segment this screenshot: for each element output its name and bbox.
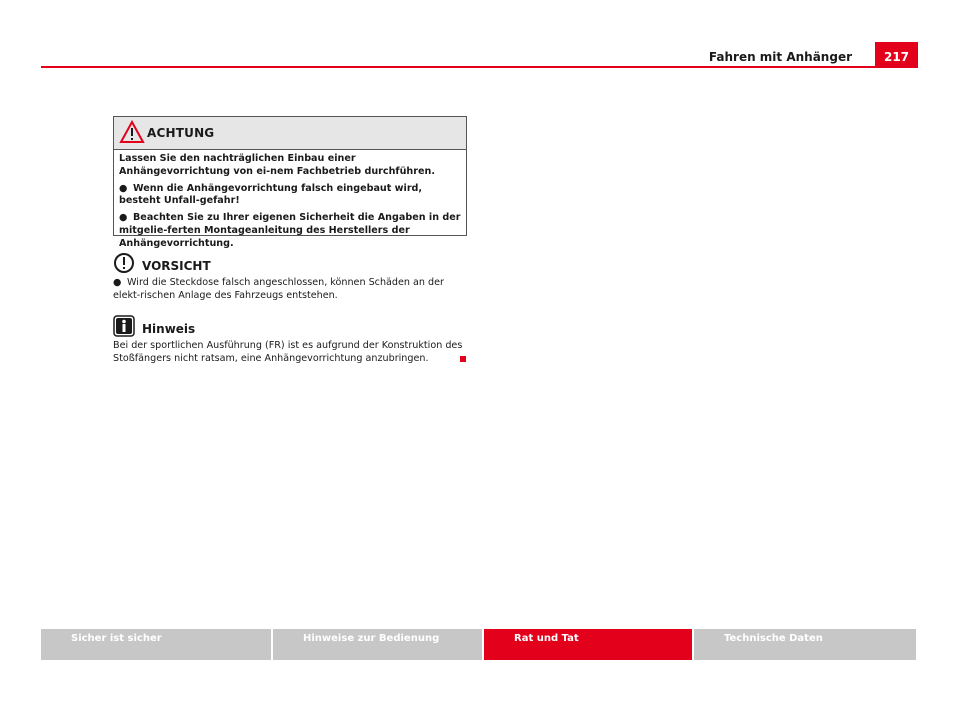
warning-paragraph: Lassen Sie den nachträglichen Einbau einer Anhängevorrichtung von ei-nem Fachbetrieb durchführen. [119,153,435,177]
warning-body [114,150,466,251]
warning-bullet-text: Wenn die Anhängevorrichtung falsch eingebaut wird, besteht Unfall-gefahr! [119,182,423,207]
bullet-marker: ● [113,277,122,288]
bullet-marker: ● [119,212,128,224]
warning-box [113,116,467,249]
info-note-icon [113,315,135,337]
caution-exclamation-icon [113,252,135,274]
warning-bullet-text: Beachten Sie zu Ihrer eigenen Sicherheit die Angaben in der mitgelie-ferten Montageanleitung des Herstellers der Anhängevorrichtung. [119,212,461,249]
footer-tab-technische-daten[interactable]: Technische Daten [694,629,916,660]
footer-tab-sicher-ist-sicher[interactable]: Sicher ist sicher [41,629,271,660]
note-text: Bei der sportlichen Ausführung (FR) ist es aufgrund der Konstruktion des Stoßfängers nicht ratsam, eine Anhängevorrichtung anzubringen. [113,340,463,364]
section-end-marker [460,356,466,362]
warning-title: ACHTUNG [147,126,215,140]
warning-header [114,117,466,150]
footer-navigation [41,629,918,660]
header-divider [41,66,918,68]
caution-title: VORSICHT [142,259,211,273]
note-title: Hinweis [142,322,196,336]
warning-bullet-item [119,212,461,250]
caution-text: Wird die Steckdose falsch angeschlossen, können Schäden an der elekt-rischen Anlage des Fahrzeugs entstehen. [113,277,444,301]
warning-bullet-item [119,183,461,209]
footer-tab-hinweise-zur-bedienung[interactable]: Hinweise zur Bedienung [273,629,482,660]
caution-text-block [113,277,469,303]
footer-tab-rat-und-tat[interactable]: Rat und Tat [484,629,692,660]
warning-triangle-icon [119,120,145,144]
bullet-marker: ● [119,182,128,194]
page-number: 217 [875,42,918,68]
page-header-title: Fahren mit Anhänger [708,50,852,64]
